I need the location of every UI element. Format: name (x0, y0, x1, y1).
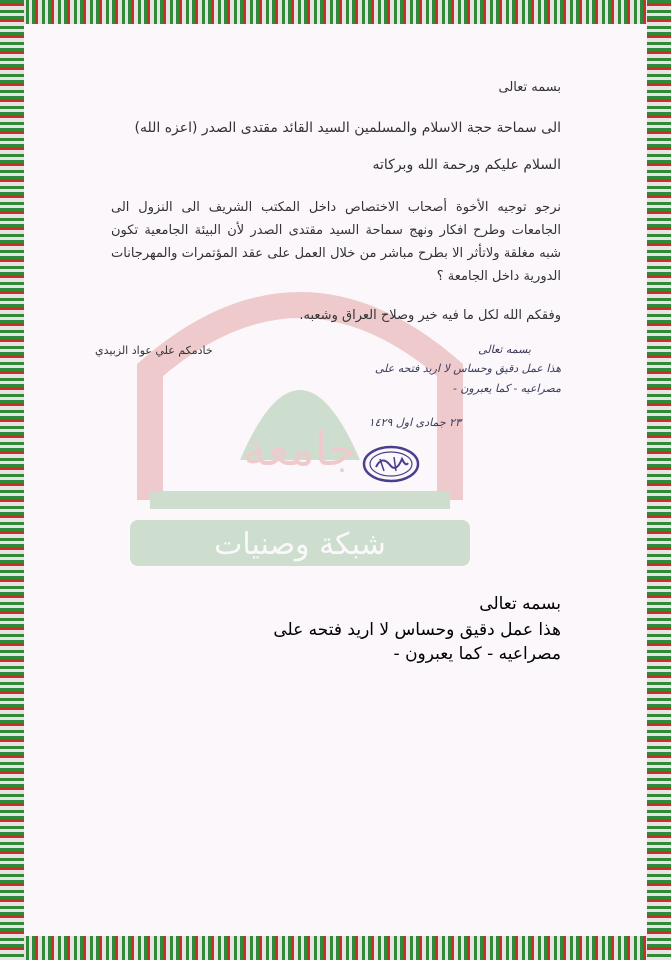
decorative-border-right (647, 0, 671, 960)
decorative-border-bottom (0, 936, 671, 960)
letter-body: نرجو توجيه الأخوة أصحاب الاختصاص داخل المكتب الشريف الى النزول الى الجامعات وطرح افكار ونهج سماحة السيد مقتدى الصدر لأن البيئة الجامعية تكون شبه مغلقة ولاتأثر الا بطرح مباشر من خلال العمل على عقد المؤتمرات والمهرجانات الدورية داخل الجامعة ؟ (111, 200, 561, 284)
letter-closing: وفقكم الله لكل ما فيه خير وصلاح العراق وشعبه. (299, 308, 561, 323)
transcription-line-3: مصراعيه - كما يعبرون - (393, 644, 561, 664)
letter-addressee: الى سماحة حجة الاسلام والمسلمين السيد القائد مقتدى الصدر (اعزه الله) (134, 120, 561, 136)
decorative-border-left (0, 0, 24, 960)
letter-greeting: السلام عليكم ورحمة الله وبركاته (372, 157, 561, 173)
handwritten-note-line-1: بسمه تعالى (478, 343, 531, 356)
watermark-text-1: جامعة (243, 422, 357, 476)
handwritten-note-line-3: مصراعيه - كما يعبرون - (453, 382, 561, 395)
handwritten-note-date: ٢٣ جمادى اول ١٤٢٩ (368, 416, 461, 429)
transcription-line-2: هذا عمل دقيق وحساس لا اريد فتحه على (273, 620, 561, 640)
stamp-seal-icon (362, 445, 420, 483)
watermark-text-2: شبكة وصنيات (214, 527, 386, 562)
handwritten-note-line-2: هذا عمل دقيق وحساس لا اريد فتحه على (374, 362, 561, 375)
letter-sender: خادمكم علي عواد الزبيدي (95, 344, 213, 357)
letter-heading: بسمه تعالى (498, 80, 561, 95)
decorative-border-top (0, 0, 671, 24)
transcription-line-1: بسمه تعالى (479, 594, 561, 614)
